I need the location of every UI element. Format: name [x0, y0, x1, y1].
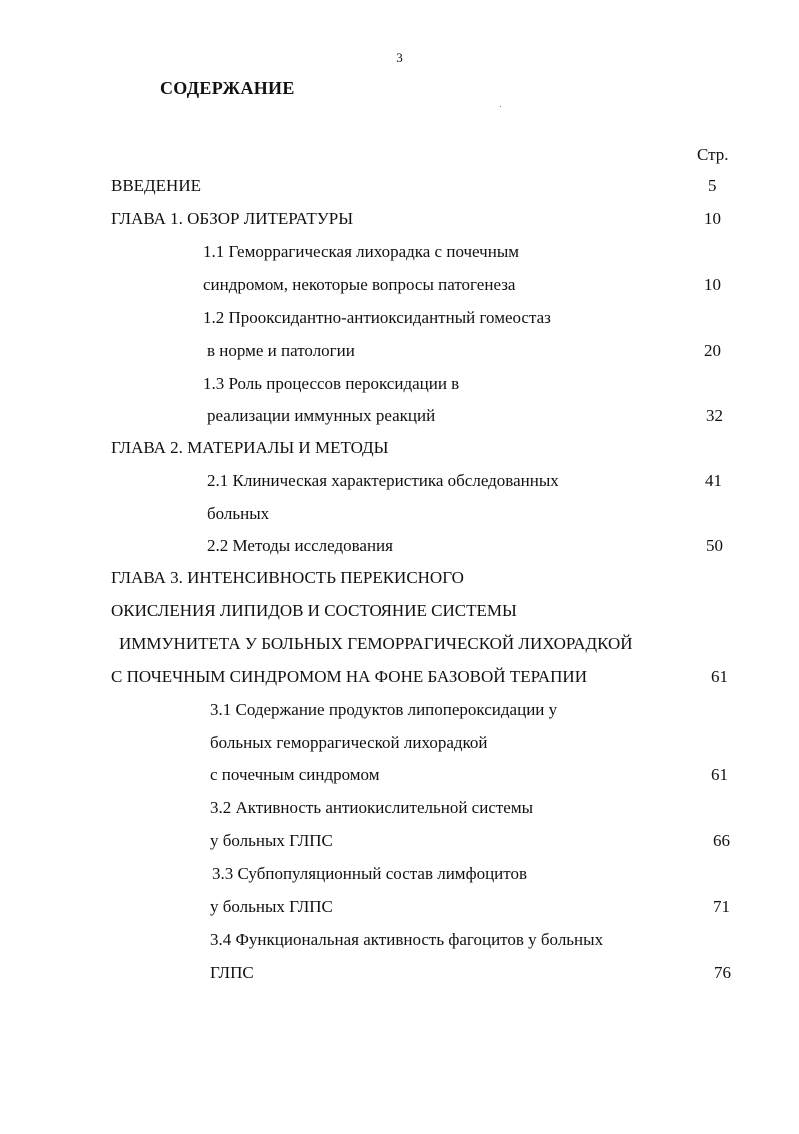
toc-page-number: 66 [713, 831, 730, 850]
toc-entry-section-1-3-cont: реализации иммунных реакций [207, 406, 436, 425]
toc-entry-section-3-4: 3.4 Функциональная активность фагоцитов у больных [210, 930, 604, 949]
toc-page-number: 10 [704, 275, 721, 294]
toc-entry-chapter-3-cont-3: С ПОЧЕЧНЫМ СИНДРОМОМ НА ФОНЕ БАЗОВОЙ ТЕРАПИИ [111, 667, 587, 686]
toc-page-number: 71 [713, 897, 730, 916]
toc-page-number: 32 [706, 406, 723, 425]
toc-page-number: 50 [706, 536, 723, 555]
toc-page-number: 20 [704, 341, 721, 360]
toc-entry-section-3-1-cont-2: с почечным синдромом [210, 765, 380, 784]
toc-entry-section-3-3-cont: у больных ГЛПС [210, 897, 333, 916]
toc-entry-section-3-1: 3.1 Содержание продуктов липопероксидации у [210, 700, 558, 719]
toc-page-number: 10 [704, 209, 721, 228]
toc-page-number: 5 [708, 176, 717, 195]
toc-entry-section-1-2: 1.2 Прооксидантно-антиоксидантный гомеостаз [203, 308, 551, 327]
toc-entry-section-2-1-cont: больных [207, 504, 270, 523]
toc-entry-section-3-4-cont: ГЛПС [210, 963, 254, 982]
toc-entry-section-3-3: 3.3 Субпопуляционный состав лимфоцитов [212, 864, 528, 883]
toc-entry-section-1-3: 1.3 Роль процессов пероксидации в [203, 374, 460, 393]
toc-entry-section-3-2: 3.2 Активность антиокислительной системы [210, 798, 534, 817]
toc-entry-section-2-1: 2.1 Клиническая характеристика обследованных [207, 471, 559, 490]
pages-column-header: Стр. [697, 145, 729, 164]
toc-entry-section-1-1-cont: синдромом, некоторые вопросы патогенеза [203, 275, 516, 294]
toc-entry-chapter-1: ГЛАВА 1. ОБЗОР ЛИТЕРАТУРЫ [111, 209, 354, 228]
toc-entry-chapter-3-cont-2: ИММУНИТЕТА У БОЛЬНЫХ ГЕМОРРАГИЧЕСКОЙ ЛИХОРАДКОЙ [119, 634, 633, 653]
toc-entry-section-3-2-cont: у больных ГЛПС [210, 831, 333, 850]
page-title: СОДЕРЖАНИЕ [160, 78, 295, 98]
toc-page-number: 41 [705, 471, 722, 490]
toc-entry-section-2-2: 2.2 Методы исследования [207, 536, 393, 555]
toc-entry-section-1-1: 1.1 Геморрагическая лихорадка с почечным [203, 242, 520, 261]
toc-page-number: 61 [711, 765, 728, 784]
toc-entry-section-1-2-cont: в норме и патологии [207, 341, 355, 360]
scan-speck [500, 106, 501, 107]
page-number: 3 [396, 50, 403, 65]
toc-page-number: 61 [711, 667, 728, 686]
toc-entry-section-3-1-cont-1: больных геморрагической лихорадкой [210, 733, 488, 752]
toc-page-number: 76 [714, 963, 731, 982]
toc-entry-introduction: ВВЕДЕНИЕ [111, 176, 201, 195]
toc-entry-chapter-2: ГЛАВА 2. МАТЕРИАЛЫ И МЕТОДЫ [111, 438, 389, 457]
toc-entry-chapter-3-cont-1: ОКИСЛЕНИЯ ЛИПИДОВ И СОСТОЯНИЕ СИСТЕМЫ [111, 601, 517, 620]
toc-entry-chapter-3: ГЛАВА 3. ИНТЕНСИВНОСТЬ ПЕРЕКИСНОГО [111, 568, 464, 587]
